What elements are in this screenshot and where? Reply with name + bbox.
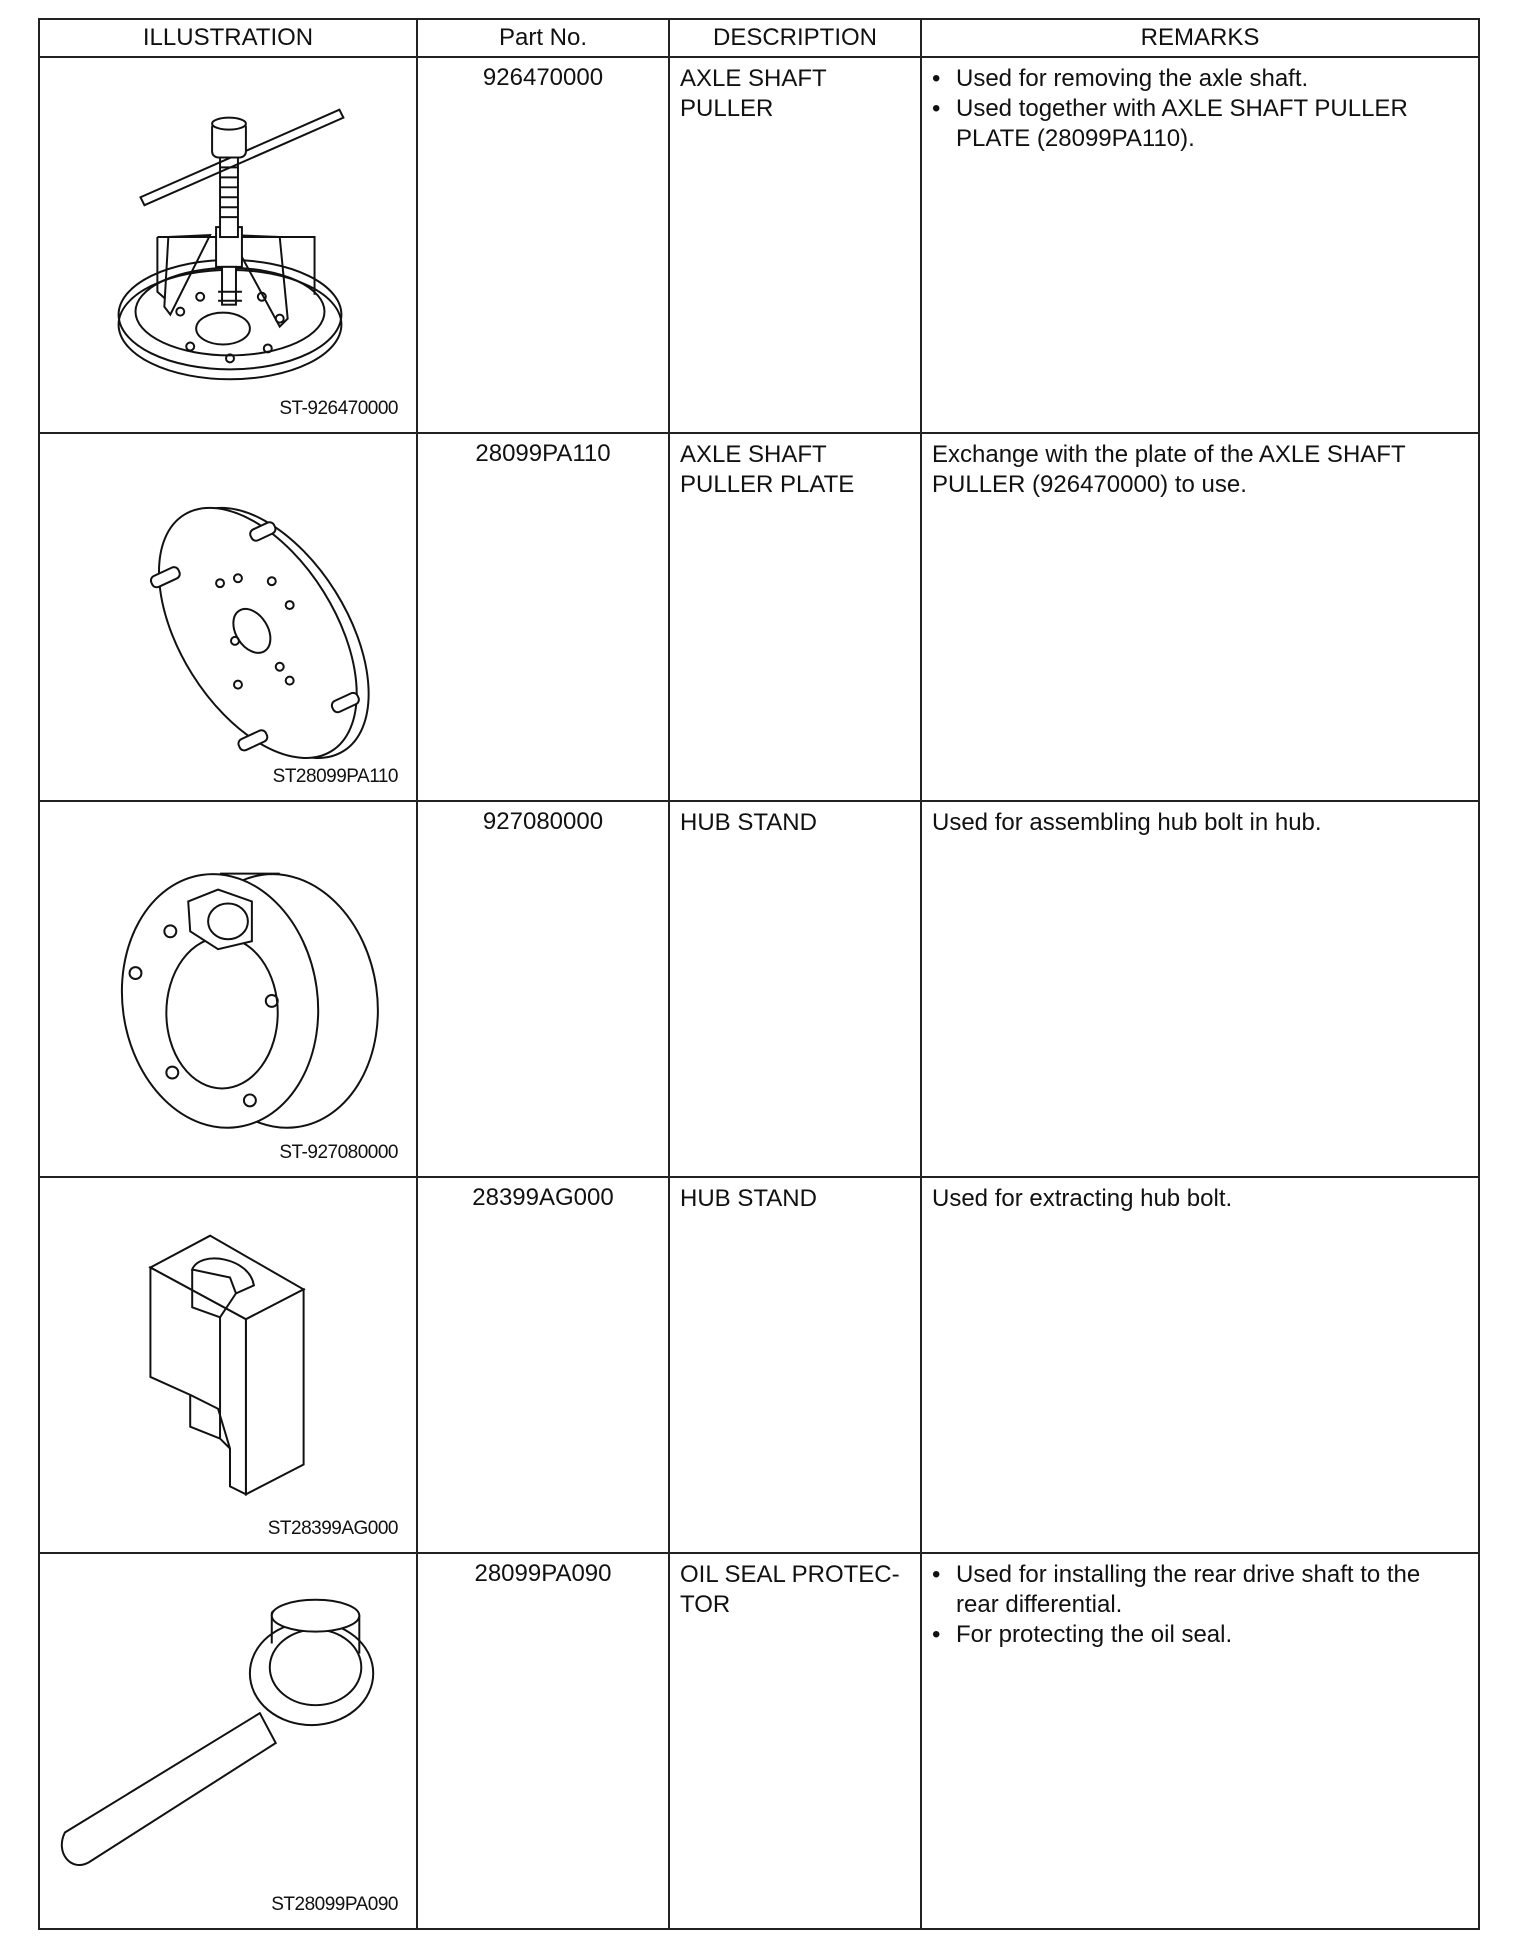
- axle-shaft-puller-icon: [40, 58, 418, 432]
- header-remarks: REMARKS: [921, 19, 1479, 57]
- remark-item: • Used for removing the axle shaft.: [932, 64, 1468, 94]
- remarks: Used for extracting hub bolt.: [921, 1177, 1479, 1553]
- description: HUB STAND: [669, 1177, 921, 1553]
- part-number: 28399AG000: [417, 1177, 669, 1553]
- description: OIL SEAL PROTEC-TOR: [669, 1553, 921, 1929]
- remark-item: • For protecting the oil seal.: [932, 1620, 1468, 1650]
- header-illustration: ILLUSTRATION: [39, 19, 417, 57]
- table-row: [39, 433, 1479, 801]
- hub-stand-block-icon: [40, 1178, 418, 1552]
- oil-seal-protector-icon: [40, 1554, 418, 1928]
- remark-item: • Used for installing the rear drive shaft to the rear differential.: [932, 1560, 1468, 1620]
- description: AXLE SHAFT PULLER PLATE: [669, 433, 921, 801]
- header-part-no: Part No.: [417, 19, 669, 57]
- illustration-code: ST-927080000: [279, 1142, 398, 1163]
- remark-item: • Used together with AXLE SHAFT PULLER PLATE (28099PA110).: [932, 94, 1468, 154]
- table-header-row: [39, 19, 1479, 57]
- description: AXLE SHAFT PULLER: [669, 57, 921, 433]
- part-number: 927080000: [417, 801, 669, 1177]
- remarks: Exchange with the plate of the AXLE SHAFT PULLER (926470000) to use.: [921, 433, 1479, 801]
- table-row: [39, 1177, 1479, 1553]
- illustration-code: ST-926470000: [279, 398, 398, 419]
- illustration-cell: [39, 57, 417, 433]
- description: HUB STAND: [669, 801, 921, 1177]
- illustration-cell: [39, 1177, 417, 1553]
- illustration-code: ST28099PA110: [272, 766, 398, 787]
- illustration-code: ST28099PA090: [271, 1894, 398, 1915]
- part-number: 28099PA110: [417, 433, 669, 801]
- table-row: [39, 1553, 1479, 1929]
- part-number: 28099PA090: [417, 1553, 669, 1929]
- remarks: [921, 57, 1479, 433]
- table-row: [39, 57, 1479, 433]
- header-description: DESCRIPTION: [669, 19, 921, 57]
- special-tools-table: [38, 18, 1480, 1930]
- illustration-code: ST28399AG000: [267, 1518, 398, 1539]
- illustration-cell: [39, 1553, 417, 1929]
- illustration-cell: [39, 433, 417, 801]
- table-row: [39, 801, 1479, 1177]
- illustration-cell: [39, 801, 417, 1177]
- part-number: 926470000: [417, 57, 669, 433]
- remarks: Used for assembling hub bolt in hub.: [921, 801, 1479, 1177]
- hub-stand-round-icon: [40, 802, 418, 1176]
- puller-plate-icon: [40, 434, 418, 800]
- remarks: [921, 1553, 1479, 1929]
